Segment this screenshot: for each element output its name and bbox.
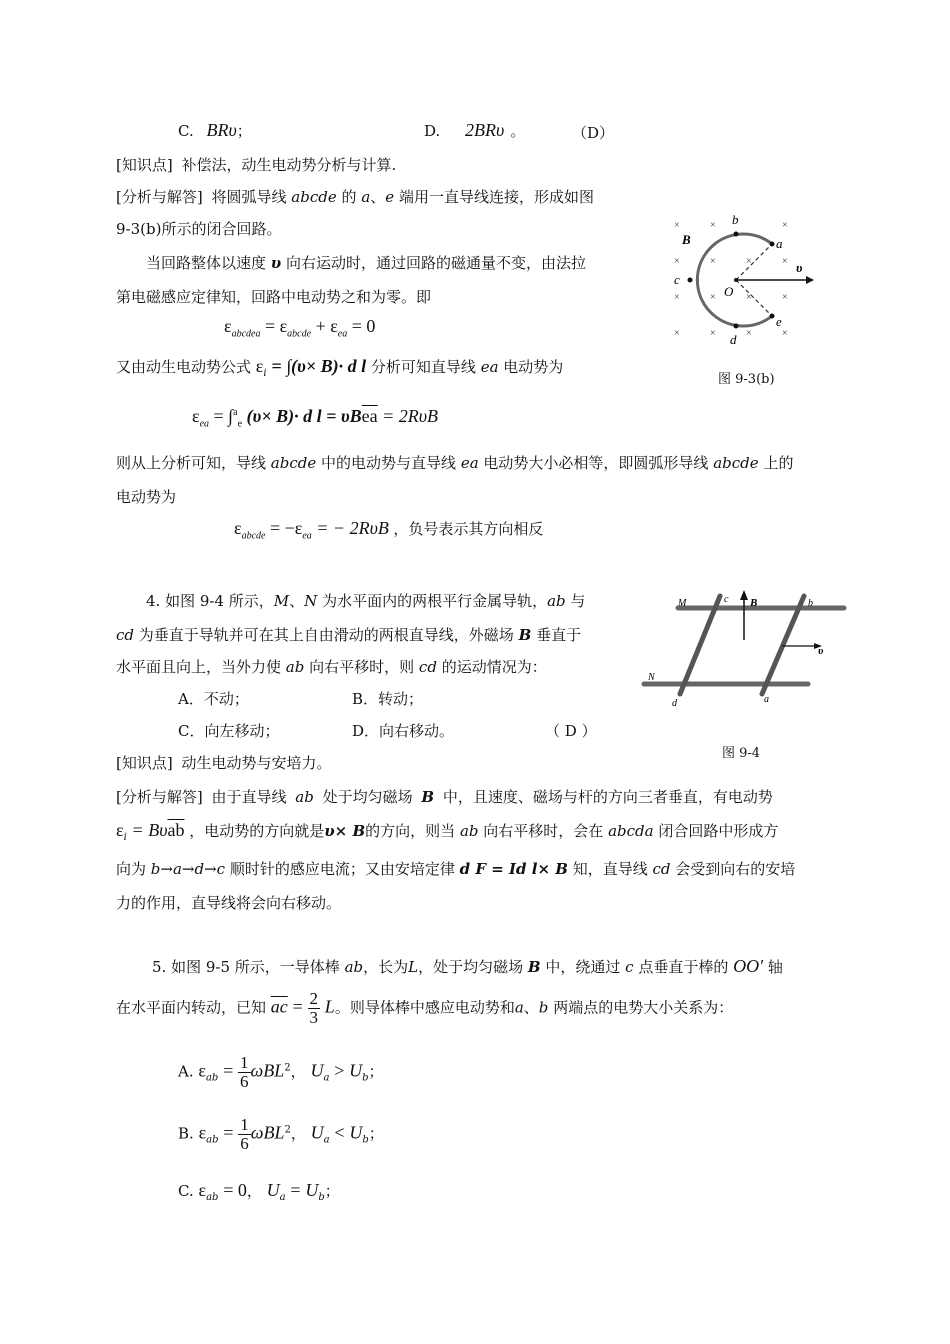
integrand: (υ× B)· d l = υB [246, 406, 362, 426]
subscript: i [263, 368, 267, 379]
knowledge-text: 补偿法，动生电动势分析与计算. [181, 156, 397, 174]
var: ab [285, 658, 305, 676]
subscript: b [362, 1134, 369, 1146]
q3-answer: （D） [572, 124, 615, 142]
svg-text:×: × [674, 292, 680, 303]
q3-p4-line1 [116, 452, 793, 473]
label-v: υ [796, 260, 803, 275]
var: B [527, 958, 541, 976]
label-d: d [672, 698, 677, 709]
var: cd [418, 658, 437, 676]
svg-text:×: × [710, 220, 716, 231]
text: 处于均匀磁场 [322, 788, 413, 806]
text: 向右平移时，则 [309, 658, 415, 676]
subscript: a [323, 1072, 330, 1084]
text: 中的电动势与直导线 [321, 454, 457, 472]
text: 会受到向右的安培 [675, 860, 796, 878]
q5-stem-line1 [152, 956, 783, 977]
velocity-symbol: υ [270, 254, 282, 272]
relation: = [290, 1180, 301, 1200]
denominator: 3 [309, 1008, 319, 1027]
text: 、 [370, 188, 386, 206]
option-c-label: C. [178, 122, 194, 140]
option-d-value: 2BRυ [465, 120, 505, 140]
analysis-label: [分析与解答] [116, 788, 203, 806]
var: ea [460, 454, 479, 472]
eps: ε [198, 1122, 207, 1143]
text: 将圆弧导线 [211, 188, 287, 206]
q3-option-c [178, 120, 252, 141]
var: abcda [608, 822, 654, 840]
label-O: O [724, 284, 734, 299]
eq: = Bυ [131, 820, 168, 840]
subscript: i [123, 832, 127, 843]
var: abcde [291, 188, 337, 206]
eq-end: = 0 [351, 316, 376, 336]
var: N [304, 592, 318, 610]
cross-product: υ× B [324, 822, 366, 840]
q5-option-a [178, 1054, 384, 1091]
q4-stem-line2 [116, 624, 581, 645]
point-o [734, 278, 738, 282]
text: 电动势为 [503, 358, 564, 376]
label-N: N [648, 672, 655, 683]
var: ab [344, 958, 364, 976]
numerator: 1 [240, 1115, 249, 1134]
upper-limit: a [233, 407, 238, 418]
option-label: A. [178, 1062, 194, 1081]
point-e [770, 314, 775, 319]
text: 在水平面内转动，已知 [116, 998, 267, 1017]
relation: > [334, 1060, 345, 1081]
label-c: c [674, 272, 680, 287]
eps: ε [198, 1060, 206, 1081]
q3-p4-line2: 电动势为 [116, 488, 177, 506]
svg-text:×: × [674, 256, 680, 267]
end: ； [368, 1124, 384, 1143]
text: 垂直于 [536, 626, 582, 644]
text: 的运动情况为： [441, 658, 547, 676]
text: 上的 [763, 454, 794, 472]
figure-9-3b-caption: 图 9-3(b) [718, 372, 775, 387]
lower-limit: e [237, 418, 243, 430]
radius-oe [736, 280, 772, 316]
subscript: ea [199, 418, 210, 430]
subscript: abcde [241, 530, 266, 542]
velocity-arrowhead [806, 276, 814, 284]
text: ，处于均匀磁场 [418, 958, 524, 976]
option-label: B. [178, 1124, 194, 1143]
text: 电动势大小必相等，即圆弧形导线 [483, 454, 709, 472]
q3-analysis-line2: 9-3(b)所示的闭合回路。 [116, 220, 282, 238]
q4-knowledge [116, 752, 332, 773]
label-a: a [764, 694, 769, 705]
knowledge-label: [知识点] [116, 156, 173, 174]
q3-p2-line2: 第电磁感应定律知，回路中电动势之和为零。即 [116, 288, 432, 306]
q4-stem-line1 [146, 590, 585, 611]
var: a [361, 188, 371, 206]
svg-text:×: × [782, 220, 788, 231]
power: 2 [284, 1124, 291, 1136]
segment-ab: $\overline{ab}$ [167, 820, 185, 840]
subscript: ab [206, 1134, 219, 1146]
label-d: d [730, 332, 737, 347]
segment-ea: $\overline{ea}$ [361, 406, 378, 426]
comma: ， [246, 1182, 262, 1200]
subscript: b [362, 1072, 369, 1084]
eq-mid: = −ε [269, 518, 303, 538]
svg-text:×: × [782, 328, 788, 339]
integral: = ∫ [213, 406, 234, 426]
q3-equation-2 [192, 406, 438, 430]
point-b [734, 232, 739, 237]
option-c-value: BRυ [206, 120, 237, 140]
rod-ab [762, 596, 804, 694]
q4-option-b: B．转动； [352, 690, 424, 708]
label-B: B [750, 597, 758, 609]
text: 闭合回路中形成方 [658, 822, 779, 840]
label-B: B [682, 232, 691, 247]
subscript: abcdea [231, 328, 261, 340]
fraction [308, 990, 321, 1027]
svg-text:×: × [710, 328, 716, 339]
text: ，电动势的方向就是 [189, 822, 325, 840]
text: 两端点的电势大小关系为： [553, 998, 734, 1017]
q3-knowledge [116, 154, 396, 175]
text: 为水平面内的两根平行金属导轨， [322, 592, 548, 610]
svg-text:×: × [674, 220, 680, 231]
eq: = 0 [223, 1180, 247, 1200]
potential: U [266, 1180, 280, 1200]
eq-end: = 2RυB [382, 406, 439, 426]
knowledge-text: 动生电动势与安培力。 [181, 754, 332, 772]
q3-p3 [116, 356, 563, 379]
text: 由于直导线 [211, 788, 287, 806]
q4-option-a: A．不动； [178, 690, 249, 708]
var: a [514, 998, 524, 1017]
q4-option-c: C．向左移动； [178, 722, 280, 740]
text: 、 [289, 592, 305, 610]
text: 水平面且向上，当外力使 [116, 658, 282, 676]
option-d-end: 。 [510, 122, 526, 140]
subscript: b [318, 1192, 325, 1203]
svg-text:×: × [746, 328, 752, 339]
var: e [385, 188, 395, 206]
q5-option-c [178, 1180, 340, 1203]
end: ； [324, 1182, 340, 1200]
expr: ωBL [250, 1060, 285, 1081]
text: 5. 如图 9-5 所示，一导体棒 [152, 958, 340, 976]
text: 又由动生电动势公式 [116, 358, 252, 376]
q3-analysis-line1 [116, 186, 594, 207]
text: 端用一直导线连接，形成如图 [398, 188, 594, 206]
figure-9-4-caption: 图 9-4 [722, 746, 761, 761]
text: 顺时针的感应电流；又由安培定律 [229, 860, 455, 878]
axis-oo: OO′ [733, 956, 764, 976]
svg-text:×: × [782, 256, 788, 267]
var: B [421, 788, 435, 806]
label-b: b [808, 598, 813, 609]
option-label: C. [178, 1182, 194, 1200]
svg-text:×: × [746, 256, 752, 267]
q5-stem-line2 [116, 990, 733, 1027]
text: 知，直导线 [572, 860, 648, 878]
q4-analysis-line4: 力的作用，直导线将会向右移动。 [116, 894, 342, 912]
text: 点垂直于棒的 [638, 958, 729, 976]
eps: ε [224, 316, 232, 336]
eq: = [223, 1122, 234, 1143]
q4-analysis-line2 [116, 820, 778, 843]
potential: U [310, 1060, 324, 1081]
svg-text:×: × [746, 292, 752, 303]
subscript: ea [302, 530, 312, 542]
var: ab [547, 592, 566, 610]
eps: ε [255, 356, 264, 376]
option-c-end: ； [236, 122, 252, 140]
label-e: e [776, 314, 782, 329]
comma: ， [290, 1062, 306, 1081]
var: cd [652, 860, 671, 878]
potential: U [349, 1060, 363, 1081]
text: 、 [523, 998, 539, 1017]
label-b: b [732, 212, 739, 227]
eq-plus: + ε [315, 316, 338, 336]
subscript: ea [337, 328, 348, 340]
text: 向右平移时，会在 [483, 822, 604, 840]
subscript: a [323, 1134, 330, 1146]
svg-text:×: × [674, 328, 680, 339]
label-a: a [776, 236, 783, 251]
var: L [324, 996, 335, 1017]
comma: ， [290, 1124, 306, 1143]
q3-equation-1 [224, 316, 375, 340]
option-d-label: D. [424, 122, 441, 140]
label-v: υ [818, 645, 824, 657]
q4-analysis-line3 [116, 858, 795, 879]
eps: ε [116, 820, 124, 840]
q4-answer: （ D ） [545, 722, 597, 740]
label-M: M [678, 598, 687, 609]
var: abcde [270, 454, 317, 472]
text: 4. 如图 9-4 所示， [146, 592, 274, 610]
potential: U [305, 1180, 319, 1200]
numerator: 1 [240, 1053, 249, 1072]
eq: = [223, 1060, 234, 1081]
subscript: ab [205, 1072, 219, 1084]
eps: ε [192, 406, 200, 426]
formula: = ∫(υ× B)· d l [271, 356, 367, 376]
var: b [538, 998, 549, 1017]
denominator: 6 [240, 1134, 249, 1153]
radius-oa [736, 244, 772, 280]
figure-9-4 [640, 588, 850, 718]
subscript: ab [206, 1192, 219, 1203]
relation: < [334, 1122, 345, 1143]
analysis-label: [分析与解答] [116, 188, 203, 206]
text: 向为 [116, 860, 147, 878]
text: 向右运动时，通过回路的磁通量不变，由法拉 [286, 254, 587, 272]
eps: ε [198, 1180, 207, 1200]
denominator: 6 [240, 1072, 249, 1091]
text: 。则导体棒中感应电动势和 [334, 998, 515, 1017]
q3-p2-line1 [146, 252, 586, 273]
var: B [518, 626, 532, 644]
svg-text:×: × [710, 292, 716, 303]
eq: = [292, 996, 303, 1017]
knowledge-label: [知识点] [116, 754, 173, 772]
text: 中，且速度、磁场与杆的方向三者垂直，有电动势 [442, 788, 773, 806]
var: ea [480, 358, 499, 376]
point-c [688, 278, 693, 283]
text: 为垂直于导轨并可在其上自由滑动的两根直导线，外磁场 [138, 626, 514, 644]
text: 则从上分析可知，导线 [116, 454, 267, 472]
eq-mid: = ε [264, 316, 288, 336]
text: 轴 [767, 958, 783, 976]
var: L [408, 958, 419, 976]
field-arrowhead [740, 590, 748, 600]
text: 的 [341, 188, 357, 206]
fraction [238, 1054, 251, 1091]
text: 中，绕通过 [545, 958, 621, 976]
var: abcde [713, 454, 759, 472]
eps: ε [234, 518, 242, 538]
segment-ac: $\overline{ac}$ [270, 996, 288, 1017]
fraction [238, 1116, 251, 1153]
q4-analysis-line1 [116, 786, 773, 807]
subscript: a [279, 1192, 286, 1203]
text: 分析可知直导线 [370, 358, 476, 376]
expr: ωBL [250, 1122, 285, 1143]
var: c [625, 958, 634, 976]
q4-stem-line3 [116, 656, 547, 677]
text: ，长为 [363, 958, 409, 976]
note: ，负号表示其方向相反 [393, 522, 544, 538]
text: 当回路整体以速度 [146, 254, 267, 272]
svg-text:×: × [782, 292, 788, 303]
text: 的方向，则当 [365, 822, 456, 840]
point-a [770, 242, 775, 247]
potential: U [349, 1122, 363, 1143]
ampere-formula: d F = Id l× B [459, 860, 568, 878]
figure-9-3b [660, 208, 820, 348]
var: ab [459, 822, 479, 840]
eq-end: = − 2RυB [316, 518, 389, 538]
q4-option-d: D．向右移动。 [352, 722, 455, 740]
point-d [734, 324, 739, 329]
power: 2 [284, 1062, 291, 1074]
q3-option-d [424, 120, 525, 141]
subscript: abcde [287, 328, 312, 340]
var: M [273, 592, 290, 610]
numerator: 2 [309, 989, 319, 1008]
rod-cd [680, 596, 720, 694]
var: cd [116, 626, 135, 644]
svg-text:×: × [710, 256, 716, 267]
potential: U [310, 1122, 324, 1143]
q5-option-b [178, 1116, 384, 1153]
label-c: c [724, 594, 729, 605]
q3-equation-3 [234, 518, 543, 542]
end: ； [368, 1062, 384, 1081]
text: 与 [570, 592, 586, 610]
current-path: b→a→d→c [150, 860, 226, 878]
var: ab [295, 788, 314, 806]
